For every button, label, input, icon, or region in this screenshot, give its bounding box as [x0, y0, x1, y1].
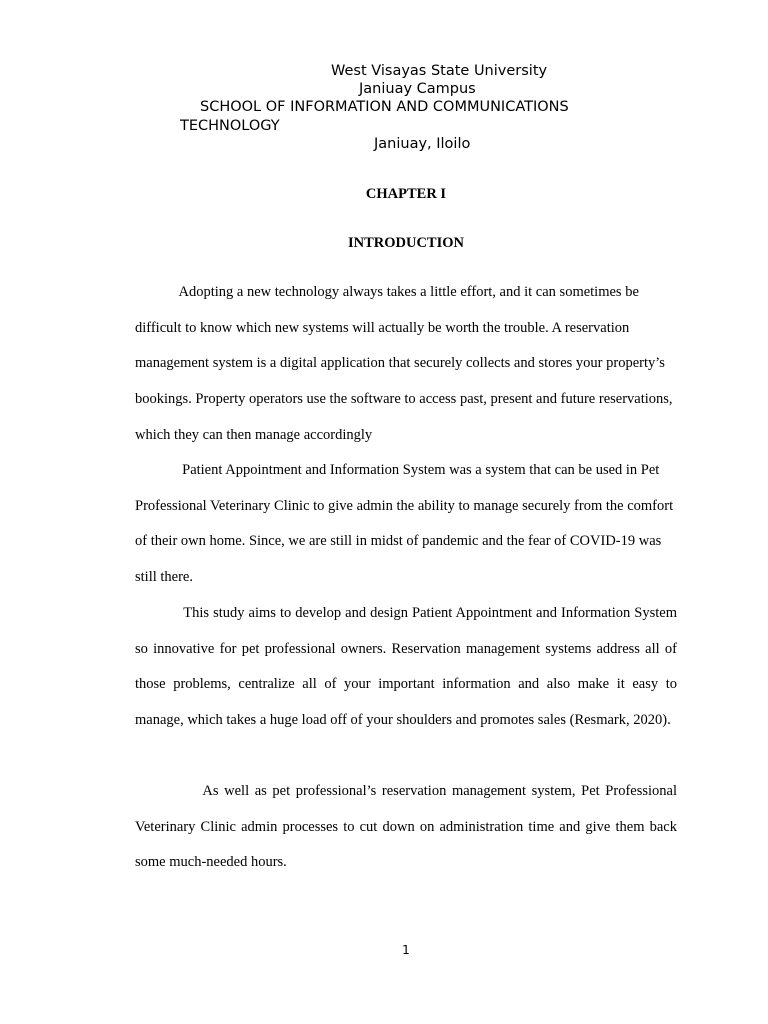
university-name: West Visayas State University: [331, 63, 548, 79]
paragraph-4: As well as pet professional’s reservation management system, Pet Professional Veterinary Clinic admin processes to cut down on administration time and give them back some much-needed hours.: [135, 783, 677, 871]
paragraph-3: This study aims to develop and design Patient Appointment and Information System so innovative for pet professional owners. Reservation management systems address all of those problems, centralize all of your important information and also make it easy to manage, which takes a huge load off of your shoulders and promotes sales (Resmark, 2020).: [135, 605, 677, 729]
campus-location: Janiuay, Iloilo: [374, 136, 471, 152]
chapter-title: CHAPTER I: [365, 186, 447, 202]
paragraph-2: Patient Appointment and Information System was a system that can be used in Pet Professional Veterinary Clinic to give admin the ability to manage securely from the comfort of their own home. Since, we are still in midst of pandemic and the fear of COVID-19 was still there.: [135, 462, 674, 586]
paragraph-1: Adopting a new technology always takes a little effort, and it can sometimes be difficult to know which new systems will actually be worth the trouble. A reservation management system is a digital application that securely collects and stores your property’s bookings. Property operators use the software to access past, present and future reservations, which they can then manage accordingly: [135, 284, 673, 443]
section-title: INTRODUCTION: [347, 235, 464, 251]
page-number: 1: [402, 943, 410, 957]
school-name-line1: SCHOOL OF INFORMATION AND COMMUNICATIONS: [200, 99, 569, 115]
school-name-line2: TECHNOLOGY: [180, 118, 280, 134]
campus-name: Janiuay Campus: [359, 81, 476, 97]
